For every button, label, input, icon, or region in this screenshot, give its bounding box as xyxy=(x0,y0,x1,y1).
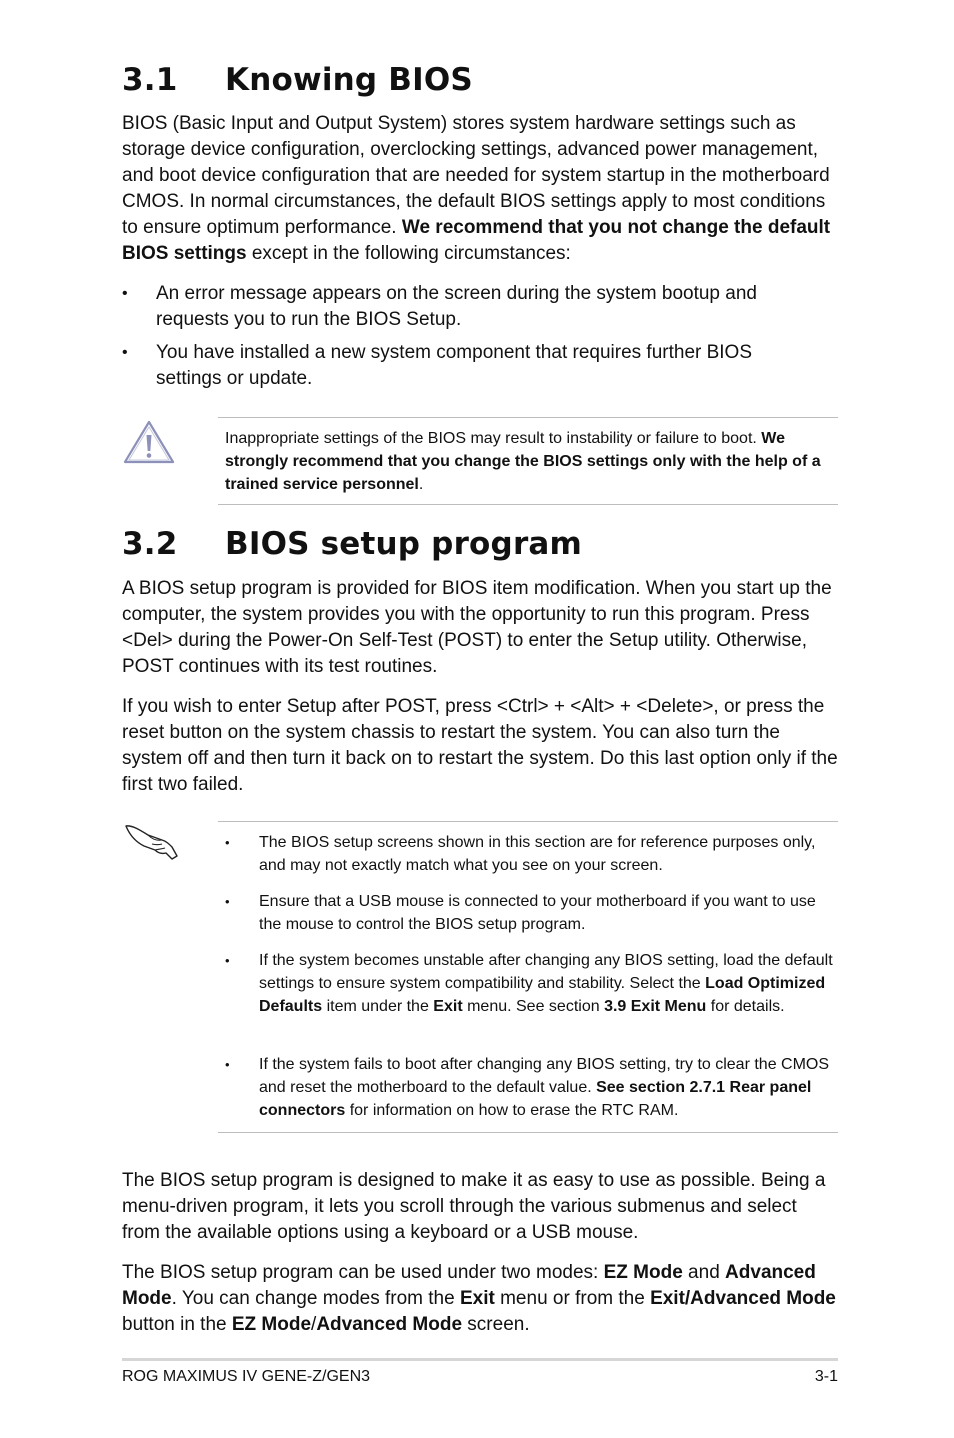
warning-emphasis: We strongly recommend that you change the BIOS settings only with the help of a trained service personnel xyxy=(225,430,821,493)
modes-text: The BIOS setup program can be used under two modes: xyxy=(122,1262,604,1283)
note-emphasis: Exit xyxy=(433,998,463,1015)
note-text: item under the xyxy=(322,998,434,1015)
section-number: 3.2 xyxy=(122,526,178,562)
footer-product-name: ROG MAXIMUS IV GENE-Z/GEN3 xyxy=(122,1368,371,1385)
modes-text: button in the xyxy=(122,1314,232,1335)
section-heading-3-2 xyxy=(122,526,582,562)
modes-emphasis: Advanced Mode xyxy=(122,1262,816,1309)
intro-emphasis: We recommend that you not change the default BIOS settings xyxy=(122,217,831,264)
modes-emphasis: EZ Mode xyxy=(603,1262,683,1283)
note-item-text: The BIOS setup screens shown in this section are for reference purposes only, and may not exactly match what you see on your screen. xyxy=(259,834,816,874)
bullet-marker: • xyxy=(225,953,230,968)
section-heading-3-1 xyxy=(122,62,473,98)
bullet-marker: • xyxy=(225,835,230,850)
section-number: 3.1 xyxy=(122,62,178,98)
note-emphasis: Load Optimized Defaults xyxy=(259,975,826,1015)
bullet-marker: • xyxy=(122,285,128,302)
warning-text-end: . xyxy=(418,476,424,493)
note-text: If the system becomes unstable after changing any BIOS setting, load the default settings to ensure system compatibility and stability. Select the xyxy=(259,952,833,992)
modes-emphasis: Advanced Mode xyxy=(316,1314,463,1335)
modes-emphasis: Exit xyxy=(459,1288,495,1309)
intro-paragraph xyxy=(122,111,838,267)
bullet-marker: • xyxy=(122,344,128,361)
modes-emphasis: EZ Mode xyxy=(231,1314,312,1335)
note-hand-icon xyxy=(122,820,180,862)
warning-text-plain: Inappropriate settings of the BIOS may result to instability or failure to boot. xyxy=(225,430,762,447)
footer-page-number: 3-1 xyxy=(814,1368,838,1385)
modes-emphasis: Exit/Advanced Mode xyxy=(650,1288,836,1309)
modes-text: screen. xyxy=(462,1314,530,1335)
paragraph-enter-setup: If you wish to enter Setup after POST, press <Ctrl> + <Alt> + <Delete>, or press the reset button on the system chassis to restart the system. You can also turn the system off and then turn it back on to restart the system. Do this last option only if the first two failed. xyxy=(122,696,838,795)
note-text: for details. xyxy=(706,998,785,1015)
section-title: BIOS setup program xyxy=(225,526,583,562)
intro-text: BIOS (Basic Input and Output System) stores system hardware settings such as storage device configuration, overclocking settings, advanced power management, and boot device configuration that are needed for system startup in the motherboard CMOS. In normal circumstances, the default BIOS settings apply to most conditions to ensure optimum performance. xyxy=(122,113,830,238)
bullet-marker: • xyxy=(225,894,230,909)
note-emphasis: 3.9 Exit Menu xyxy=(604,998,707,1015)
warning-text xyxy=(225,427,835,496)
note-item-text xyxy=(259,1053,837,1122)
modes-text: and xyxy=(682,1262,726,1283)
list-item-text: An error message appears on the screen during the system bootup and requests you to run the BIOS Setup. xyxy=(156,283,757,330)
modes-text: menu or from the xyxy=(494,1288,651,1309)
warning-callout xyxy=(218,417,838,505)
list-item-text: You have installed a new system component that requires further BIOS settings or update. xyxy=(156,342,753,389)
note-item-text xyxy=(259,949,837,1018)
modes-text: . You can change modes from the xyxy=(171,1288,460,1309)
note-text: for information on how to erase the RTC RAM. xyxy=(345,1102,679,1119)
bullet-marker: • xyxy=(225,1057,230,1072)
warning-triangle-icon xyxy=(122,418,176,466)
note-callout xyxy=(218,821,838,1133)
note-text: If the system fails to boot after changing any BIOS setting, try to clear the CMOS and reset the motherboard to the default value. xyxy=(259,1056,830,1096)
footer-divider xyxy=(122,1358,838,1361)
modes-text: / xyxy=(311,1314,317,1335)
note-text: menu. See section xyxy=(462,998,605,1015)
paragraph-setup-intro: A BIOS setup program is provided for BIOS item modification. When you start up the computer, the system provides you with the opportunity to run this program. Press <Del> during the Power-On Self-Test (POST) to enter the Setup utility. Otherwise, POST continues with its test routines. xyxy=(122,578,832,677)
paragraph-menu-driven: The BIOS setup program is designed to make it as easy to use as possible. Being a menu-driven program, it lets you scroll through the various submenus and select from the available options using a keyboard or a USB mouse. xyxy=(122,1170,826,1243)
note-emphasis: See section 2.7.1 Rear panel connectors xyxy=(259,1079,812,1119)
intro-text-end: except in the following circumstances: xyxy=(246,243,571,264)
paragraph-modes xyxy=(122,1260,838,1338)
section-title: Knowing BIOS xyxy=(225,62,473,98)
note-item-text: Ensure that a USB mouse is connected to your motherboard if you want to use the mouse to control the BIOS setup program. xyxy=(259,893,816,933)
